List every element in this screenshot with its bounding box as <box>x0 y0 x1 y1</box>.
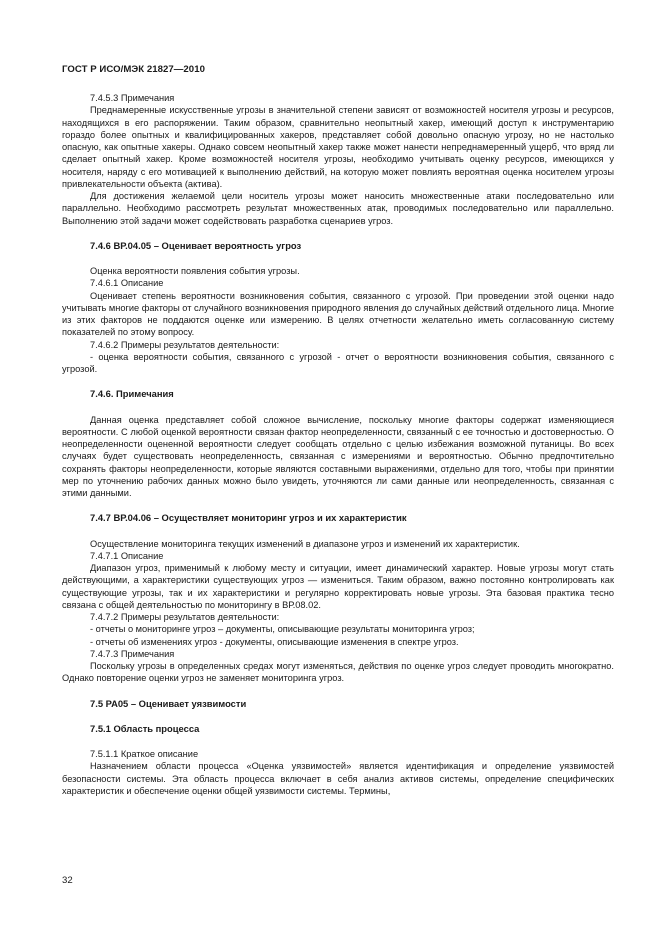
subsection-7-4-7-3-heading: 7.4.7.3 Примечания <box>90 648 175 659</box>
paragraph-multiple-attacks: Для достижения желаемой цели носитель угрозы может наносить множественные атаки последовательно или параллельно. Необходимо рассмотреть результат множественных атак, проводимых последовательно или параллельно. Выполнению этой задачи может содействовать разработка сценариев угроз. <box>62 191 614 226</box>
subsection-7-4-5-3-heading: 7.4.5.3 Примечания <box>90 93 175 103</box>
section-7-4-7-heading: 7.4.7 ВР.04.06 – Осуществляет мониторинг угроз и их характеристик <box>90 512 407 524</box>
paragraph-deliberate-threats: Преднамеренные искусственные угрозы в значительной степени зависят от возможностей носителя угрозы и ресурсов, находящихся в его распоряжении. Таким образом, сравнительно неопытный хакер, имеющий доступ к инструментарию гораздо более опытных и квалифицированных хакеров, представляет собой довольно опасную угрозу, но не настолько опасную, как опытные хакеры. Однако совсем неопытный хакер также может нанести непреднамеренный ущерб, что вряд ли сделает опытный хакер. Кроме возможностей носителя угрозы, необходимо учитывать оценку ресурсов, имеющихся у носителя, наряду с его мотивацией к выполнению действий, на которую может повлиять вероятная оценка носителем угрозы привлекательности объекта (актива). <box>62 105 614 189</box>
section-7-4-6-heading: 7.4.6 ВР.04.05 – Оценивает вероятность угроз <box>90 239 302 251</box>
section-7-5-heading: 7.5 РА05 – Оценивает уязвимости <box>90 697 247 709</box>
subsection-7-5-1-1-heading: 7.5.1.1 Краткое описание <box>90 749 199 759</box>
section-7-5-1-heading: 7.5.1 Область процесса <box>90 722 200 734</box>
subsection-7-4-6-1-heading: 7.4.6.1 Описание <box>90 278 164 289</box>
section-7-4-6-summary: Оценка вероятности появления события угрозы. <box>90 266 300 276</box>
work-product-change-reports: - отчеты об изменениях угроз - документы, описывающие изменения в спектре угроз. <box>90 636 459 647</box>
section-7-4-7-summary: Осуществление мониторинга текущих изменений в диапазоне угроз и изменений их характеристик. <box>90 538 520 549</box>
page-number: 32 <box>62 875 73 886</box>
paragraph-likelihood-description: Оценивает степень вероятности возникновения события, связанного с угрозой. При проведении этой оценки надо учитывать многие факторы от случайного возникновения природного явления до случайных действий отдельного лица. Многие из этих факторов не поддаются оценке или измерению. В целях отчетности желательно иметь согласованную систему показателей по этому вопросу. <box>62 290 614 338</box>
page-body <box>62 92 614 797</box>
work-product-likelihood: - оценка вероятности события, связанного с угрозой - отчет о вероятности возникновения события, связанного с угрозой. <box>62 351 614 374</box>
subsection-7-4-7-2-heading: 7.4.7.2 Примеры результатов деятельности: <box>90 612 280 622</box>
subsection-7-4-7-1-heading: 7.4.7.1 Описание <box>90 550 164 561</box>
paragraph-monitoring-notes: Поскольку угрозы в определенных средах могут изменяться, действия по оценке угроз следует проводить многократно. Однако повторение оценки угроз не заменяет мониторинга угроз. <box>62 661 614 684</box>
work-product-monitoring-reports: - отчеты о мониторинге угроз – документы, описывающие результаты мониторинга угроз; <box>90 624 475 635</box>
subsection-7-4-6-2-heading: 7.4.6.2 Примеры результатов деятельности: <box>90 339 280 350</box>
paragraph-uncertainty-notes: Данная оценка представляет собой сложное вычисление, поскольку многие факторы содержат изменяющиеся вероятности. С любой оценкой вероятности связан фактор неопределенности, связанный с ее точностью и достоверностью. О неопределенности оцененной вероятности следует сообщать отдельно с целью избежания возможной путаницы. Во всех случаях будет существовать неопределенность, связанная с измерениями и вероятностью. Обычно предпочтительно сохранять факторы неопределенности, которые являются составными выражениями, отдельно для того, чтобы при принятии мер по уточнению рабочих данных можно было увидеть, уточняются ли сами данные или неопределенность, связанная с этими данными. <box>62 414 614 498</box>
section-7-4-6-notes-heading: 7.4.6. Примечания <box>90 388 174 400</box>
paragraph-vulnerability-assessment: Назначением области процесса «Оценка уязвимостей» является идентификация и определение уязвимостей безопасности системы. Эта область процесса включает в себя анализ активов системы, определение специфических характеристик и обеспечение оценки общей уязвимости системы. Термины, <box>62 761 614 796</box>
paragraph-threat-monitoring-description: Диапазон угроз, применимый к любому месту и ситуации, имеет динамический характер. Новые угрозы могут стать действующими, а характеристики существующих угроз — измениться. Таким образом, важно постоянно контролировать как существующие угрозы, так и их характеристики и регулярно корректировать новые угрозы. Эта базовая практика тесно связана с общей деятельностью по мониторингу в ВР.08.02. <box>62 563 614 610</box>
standard-header: ГОСТ Р ИСО/МЭК 21827—2010 <box>62 64 205 75</box>
